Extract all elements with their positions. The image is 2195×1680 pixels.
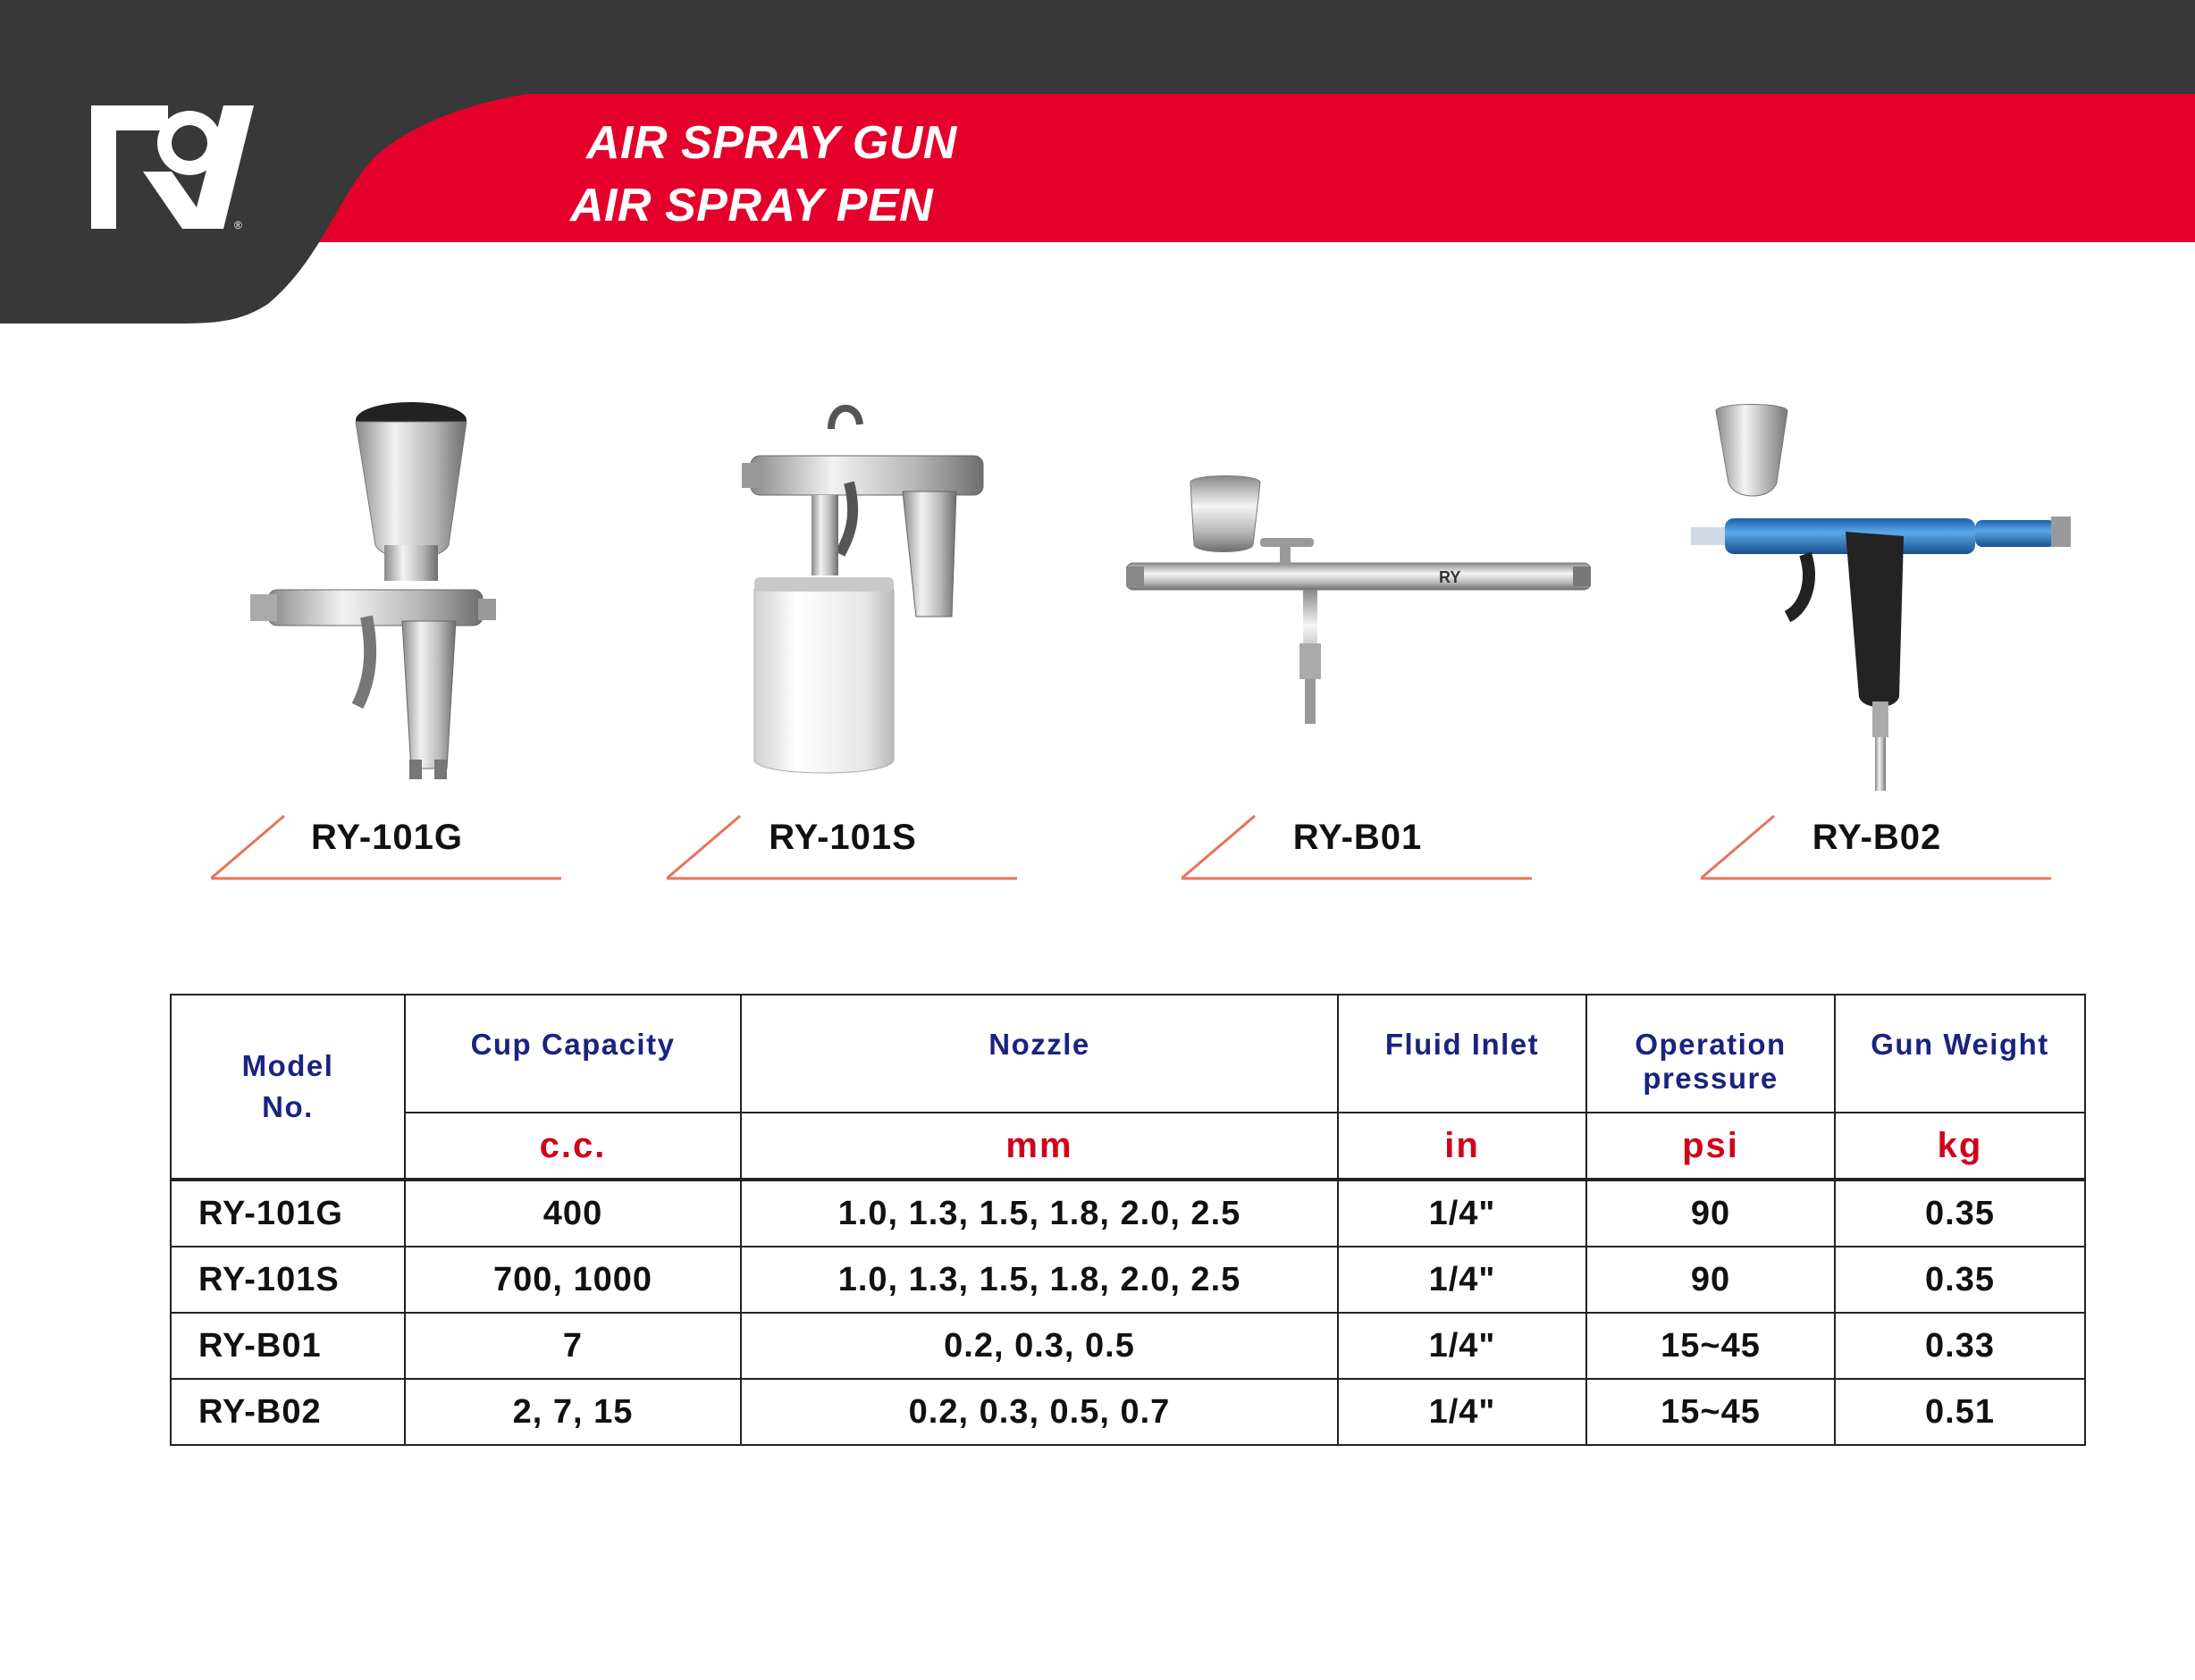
cell-nozzle: 1.0, 1.3, 1.5, 1.8, 2.0, 2.5 [741,1247,1338,1313]
cell-cup: 2, 7, 15 [405,1379,741,1445]
cell-model: RY-101G [171,1180,405,1247]
unit-operation-pressure: psi [1586,1113,1835,1180]
cell-nozzle: 1.0, 1.3, 1.5, 1.8, 2.0, 2.5 [741,1180,1338,1247]
table-row [171,1379,2085,1445]
page-title-line2: AIR SPRAY PEN [570,180,934,231]
header-nozzle: Nozzle [741,995,1338,1113]
cell-inlet: 1/4" [1338,1180,1586,1247]
cell-weight: 0.35 [1835,1180,2085,1247]
cell-pressure: 15~45 [1586,1313,1835,1379]
cell-nozzle: 0.2, 0.3, 0.5, 0.7 [741,1379,1338,1445]
header-model-no [171,995,405,1180]
cell-model: RY-B02 [171,1379,405,1445]
cell-pressure: 90 [1586,1247,1835,1313]
product-label-ry-b01: RY-B01 [1292,818,1423,857]
product-card-ry-b01 [1126,474,1573,974]
cell-inlet: 1/4" [1338,1247,1586,1313]
gravity-spray-gun-image [241,393,527,786]
cell-inlet: 1/4" [1338,1313,1586,1379]
header-gun-weight: Gun Weight [1835,995,2085,1113]
page-title-line1: AIR SPRAY GUN [586,117,957,169]
table-row [171,1313,2085,1379]
header-operation-pressure: Operation pressure [1586,995,1835,1113]
cell-model: RY-101S [171,1247,405,1313]
cell-pressure: 15~45 [1586,1379,1835,1445]
header-model-label: Model No. [241,1049,334,1123]
header-fluid-inlet: Fluid Inlet [1338,995,1586,1113]
unit-cup-capacity: c.c. [405,1113,741,1180]
suction-spray-gun-image [742,402,1010,795]
cell-weight: 0.33 [1835,1313,2085,1379]
cell-pressure: 90 [1586,1180,1835,1247]
table-row [171,1180,2085,1247]
table-row [171,1247,2085,1313]
unit-fluid-inlet: in [1338,1113,1586,1180]
product-label-ry-101g: RY-101G [310,818,464,857]
svg-text:RY: RY [1439,568,1461,586]
airbrush-pen-image [1126,474,1591,760]
cell-weight: 0.51 [1835,1379,2085,1445]
cell-weight: 0.35 [1835,1247,2085,1313]
cell-inlet: 1/4" [1338,1379,1586,1445]
cell-nozzle: 0.2, 0.3, 0.5 [741,1313,1338,1379]
cell-cup: 400 [405,1180,741,1247]
svg-text:®: ® [234,219,242,231]
unit-nozzle: mm [741,1113,1338,1180]
specification-table [170,994,2086,1446]
trigger-airbrush-image [1689,402,2091,813]
product-label-ry-101s: RY-101S [769,818,917,857]
header-cup-capacity: Cup Capacity [405,995,741,1113]
cell-cup: 700, 1000 [405,1247,741,1313]
table-header-row [171,995,2085,1113]
ry-logo [89,100,295,234]
unit-gun-weight: kg [1835,1113,2085,1180]
table-unit-row [171,1113,2085,1180]
cell-cup: 7 [405,1313,741,1379]
cell-model: RY-B01 [171,1313,405,1379]
product-label-ry-b02: RY-B02 [1812,818,1942,857]
